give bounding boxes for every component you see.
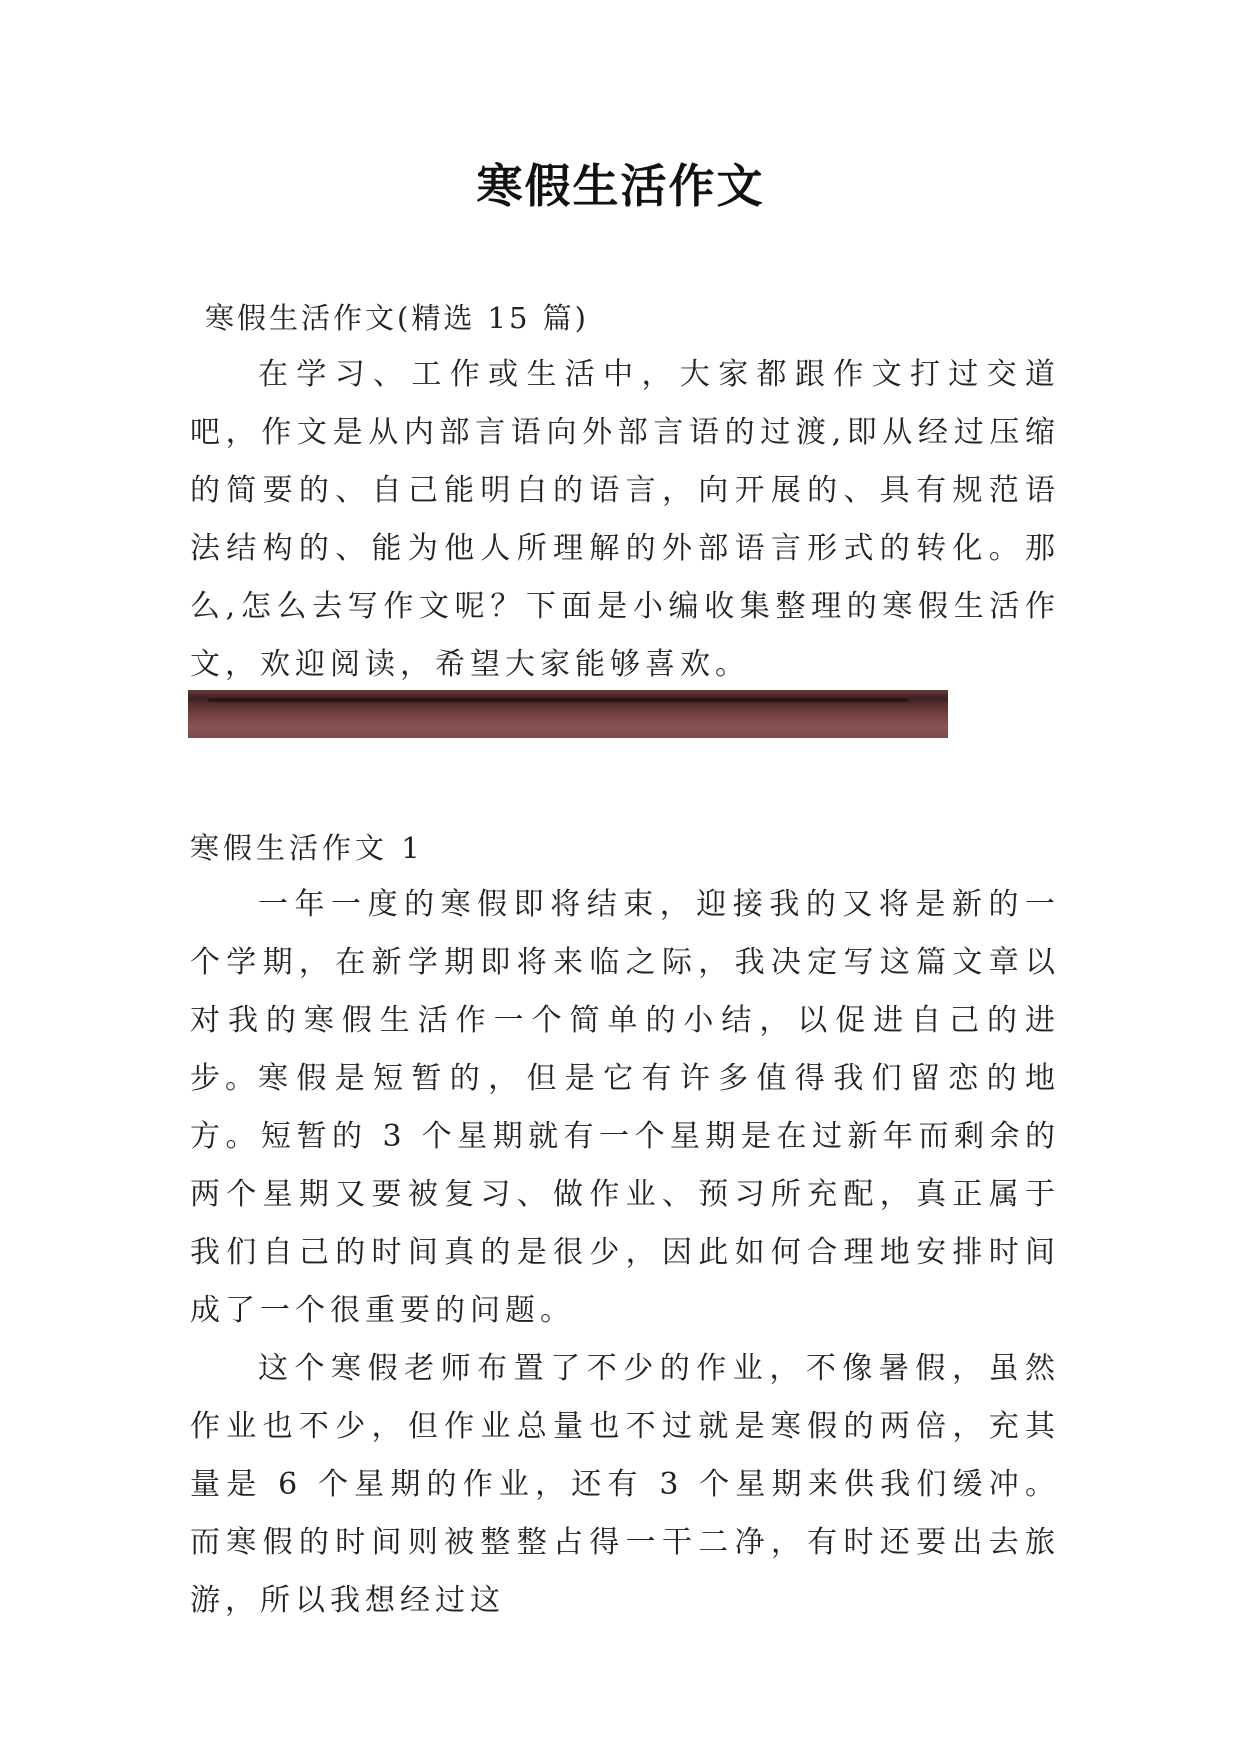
body-paragraph: 这个寒假老师布置了不少的作业，不像暑假，虽然作业也不少，但作业总量也不过就是寒假的两倍，充其量是 6 个星期的作业，还有 3 个星期来供我们缓冲。而寒假的时间则被整整占得一干二净，有时还要出去旅游，所以我想经过这: [190, 1351, 1060, 1618]
body-paragraph: 一年一度的寒假即将结束，迎接我的又将是新的一个学期，在新学期即将来临之际，我决定写这篇文章以对我的寒假生活作一个简单的小结，以促进自己的进步。: [190, 887, 1060, 1096]
decorative-banner-image: [188, 690, 948, 738]
section-heading: 寒假生活作文 1: [190, 831, 424, 865]
intro-paragraph: 在学习、工作或生活中，大家都跟作文打过交道吧，作文是从内部言语向外部言语的过渡,即从经过压缩的简要的、自己能明白的语言，向开展的、具有规范语法结构的、能为他人所理解的外部语言形式的转化。那么,怎么去写作文呢？下面是小编收集整理的寒假生活作文，欢迎阅读，希望大家能够喜欢。: [190, 357, 1060, 682]
document-title: 寒假生活作文: [476, 159, 765, 213]
document-subtitle: 寒假生活作文(精选 15 篇): [205, 301, 589, 335]
body-paragraph: 寒假是短暂的，但是它有许多值得我们留恋的地方。短暂的 3 个星期就有一个星期是在过新年而剩余的两个星期又要被复习、做作业、预习所充配，真正属于我们自己的时间真的是很少，因此如何合理地安排时间成了一个很重要的问题。: [190, 1061, 1060, 1328]
